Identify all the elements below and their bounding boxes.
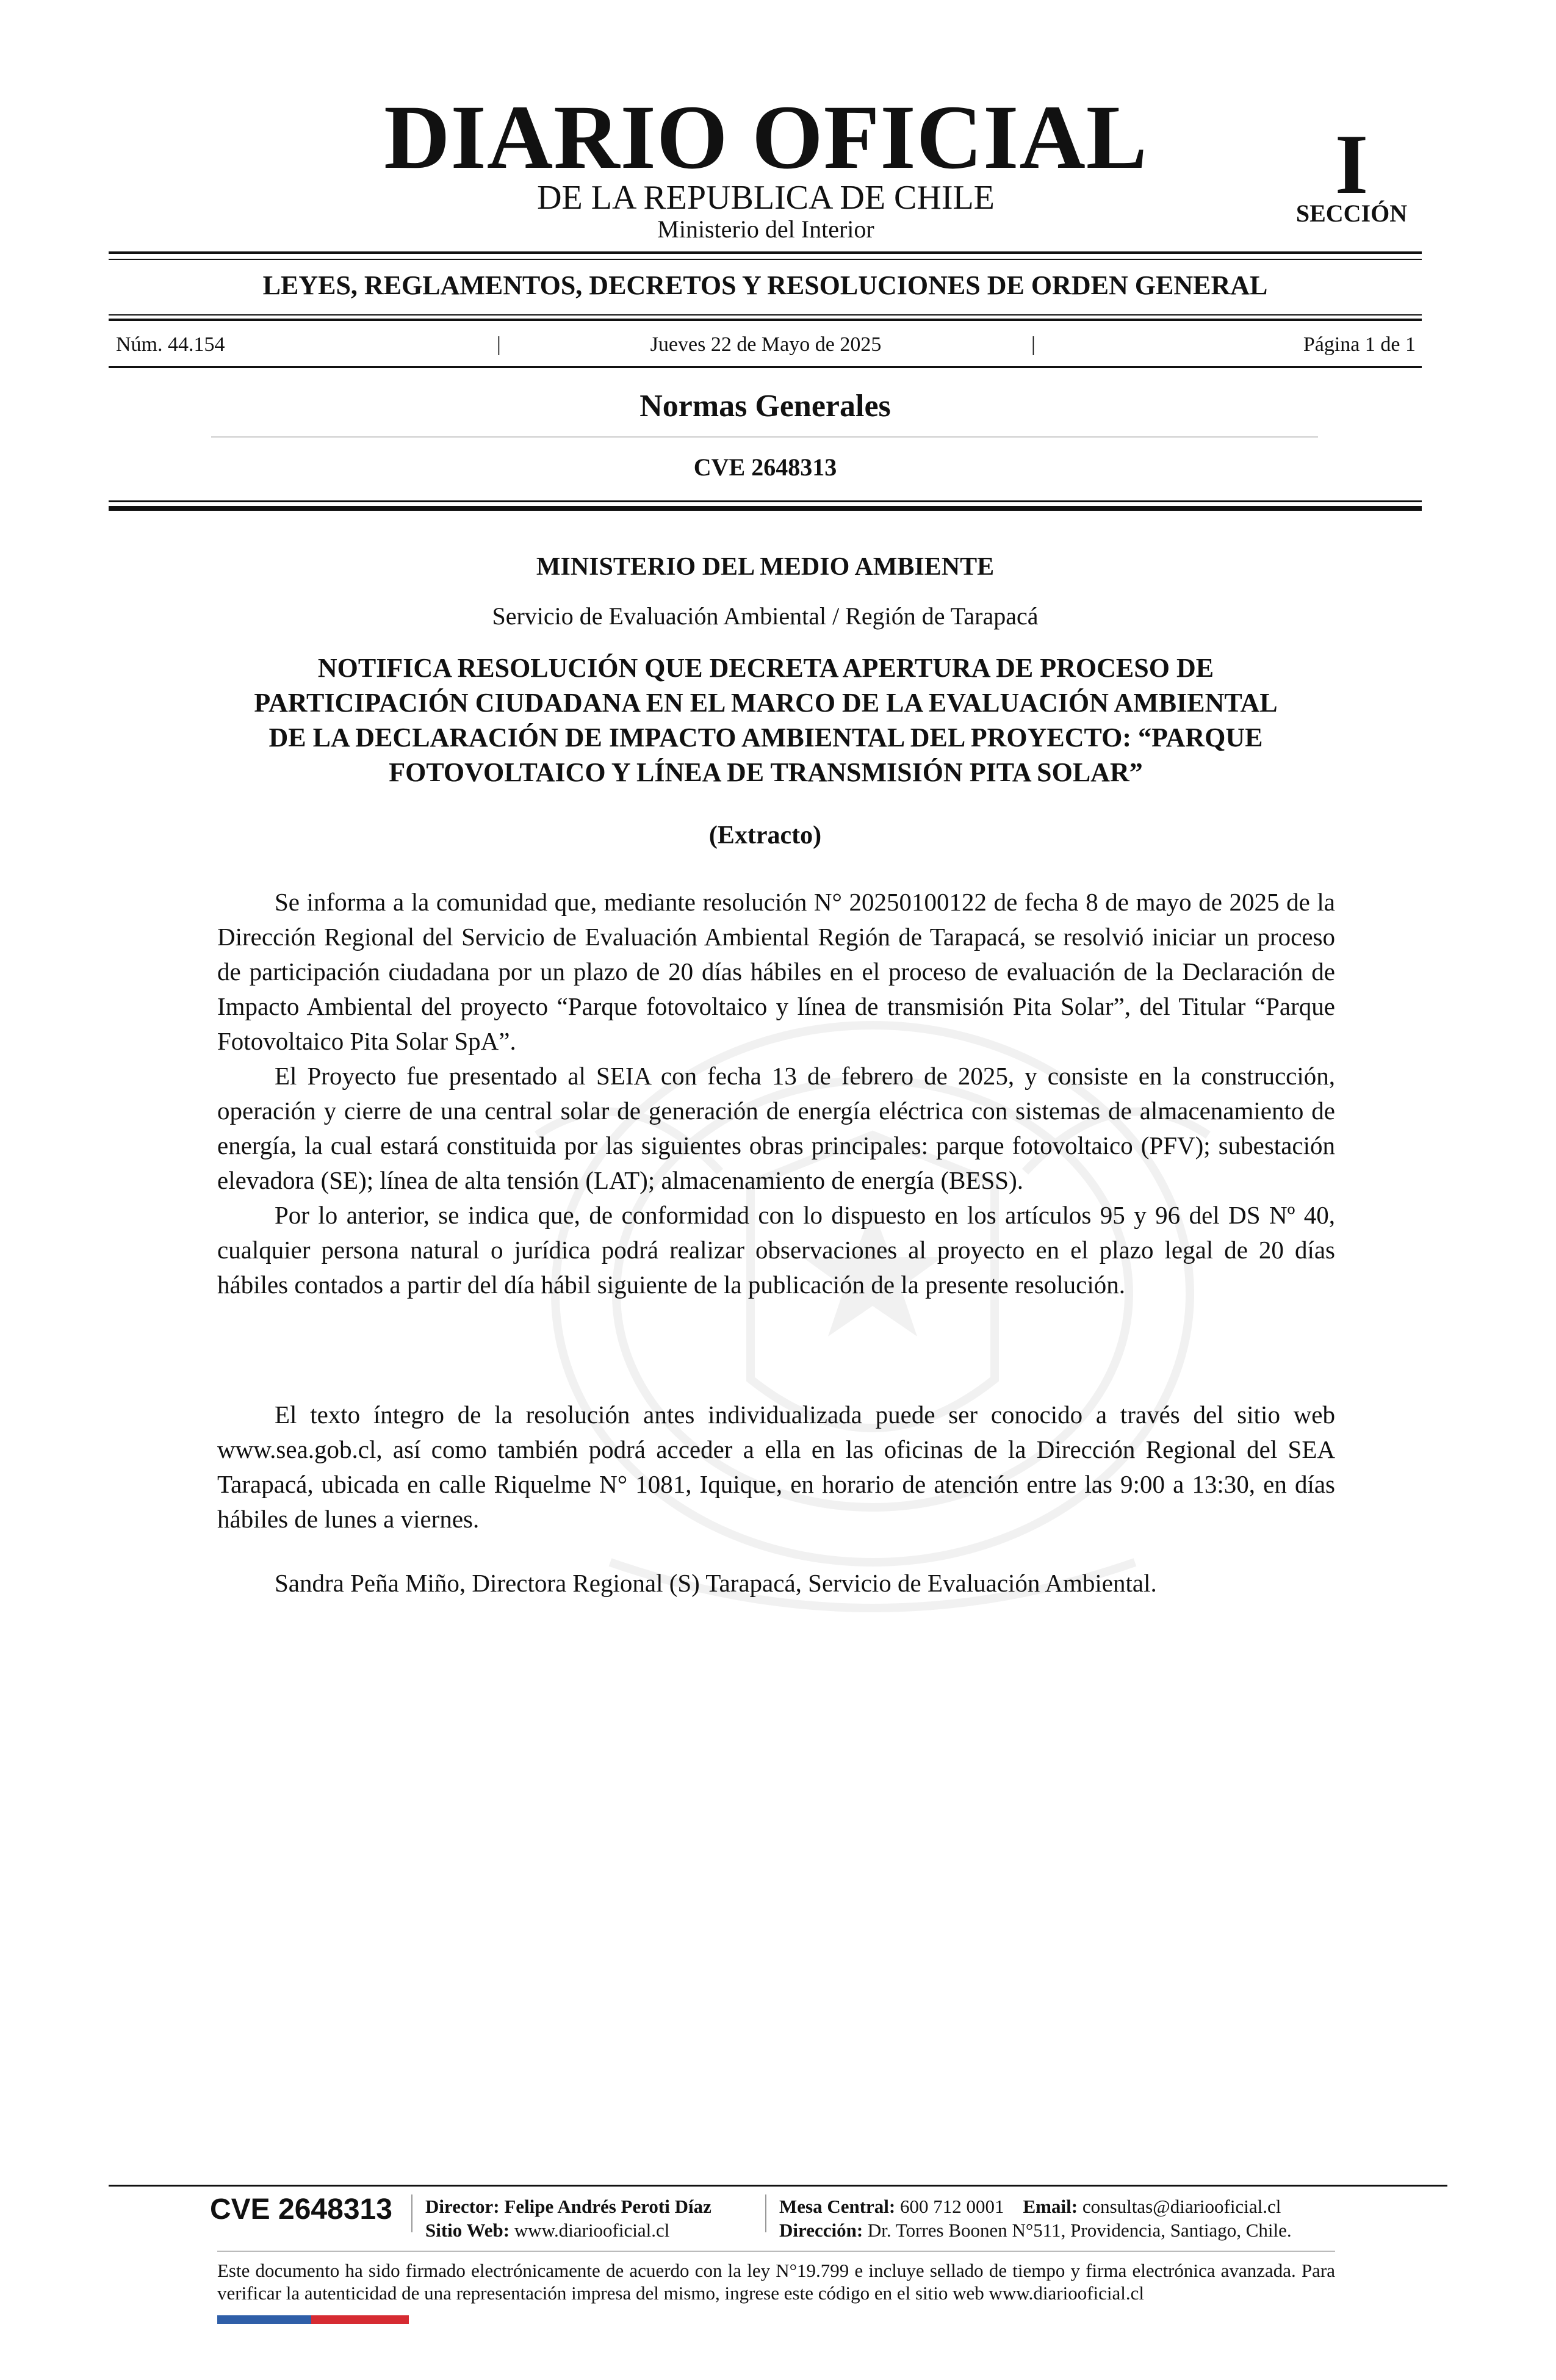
heading-line: FOTOVOLTAICO Y LÍNEA DE TRANSMISIÓN PITA SOLAR” [389, 757, 1143, 787]
website-label: Sitio Web: [425, 2220, 510, 2241]
section-divider [211, 436, 1318, 438]
info-separator: | [497, 333, 501, 356]
email-label: Email: [1023, 2196, 1078, 2217]
body-paragraph: El Proyecto fue presentado al SEIA con fecha 13 de febrero de 2025, y consiste en la construcción, operación y cierre de una central solar de generación de energía eléctrica con sistemas de almacenamiento de energía, la cual estará constituida por las siguientes obras principales: parque fotovoltaico (PFV); subestación elevadora (SE); línea de alta tensión (LAT); almacenamiento de energía (BESS). [217, 1062, 1335, 1194]
header-rule-top [109, 251, 1422, 254]
header-rule-top-thin [109, 259, 1422, 260]
body-paragraph: El texto íntegro de la resolución antes individualizada puede ser conocido a través del sitio web www.sea.gob.cl, así como también podrá acceder a ella en las oficinas de la Dirección Regional del SEA Tarapacá, ubicada en calle Riquelme N° 1081, Iquique, en horario de atención entre las 9:00 a 13:30, en días hábiles de lunes a viernes. [217, 1401, 1335, 1533]
issue-date: Jueves 22 de Mayo de 2025 [650, 333, 882, 356]
content-rule-thick [109, 506, 1422, 511]
issue-number: Núm. 44.154 [116, 333, 225, 356]
body-paragraph: Por lo anterior, se indica que, de conformidad con lo dispuesto en los artículos 95 y 96 del DS Nº 40, cualquier persona natural o jurídica podrá realizar observaciones al proyecto en el plazo legal de 20 días hábiles contados a partir del día hábil siguiente de la publicación de la presente resolución. [217, 1201, 1335, 1299]
director-name: Felipe Andrés Peroti Díaz [504, 2196, 711, 2217]
section-number: I [1334, 117, 1369, 212]
footer-separator [411, 2194, 412, 2232]
footer-rule [109, 2185, 1447, 2187]
service-region: Servicio de Evaluación Ambiental / Región de Tarapacá [492, 602, 1039, 630]
footer-separator [765, 2194, 766, 2232]
footer-cve-code: CVE 2648313 [210, 2193, 392, 2226]
address-text: Dr. Torres Boonen N°511, Providencia, Santiago, Chile. [867, 2220, 1292, 2241]
address-label: Dirección: [779, 2220, 863, 2241]
signature-line: Sandra Peña Miño, Directora Regional (S) Tarapacá, Servicio de Evaluación Ambiental. [275, 1569, 1157, 1597]
resolution-heading [183, 651, 1349, 790]
footer-legal-note: Este documento ha sido firmado electrónicamente de acuerdo con la ley N°19.799 e incluye sellado de tiempo y firma electrónica avanzada. Para verificar la autenticidad de una representación impresa del mismo, ingrese este código en el sitio web www.diariooficial.cl [217, 2260, 1335, 2304]
header-rule-mid-thick [109, 319, 1422, 321]
email-link[interactable]: consultas@diariooficial.cl [1082, 2196, 1281, 2217]
body-paragraphs [217, 1566, 1335, 1601]
masthead-ministry: Ministerio del Interior [657, 215, 874, 243]
cve-code: CVE 2648313 [693, 453, 837, 481]
footer-director-block [425, 2194, 711, 2242]
heading-line: NOTIFICA RESOLUCIÓN QUE DECRETA APERTURA DE PROCESO DE [317, 653, 1214, 683]
info-separator: | [1031, 333, 1036, 356]
section-label: SECCIÓN [1295, 200, 1408, 227]
page-indicator: Página 1 de 1 [1303, 333, 1416, 356]
flag-stripe-red [311, 2315, 409, 2324]
section-title: Normas Generales [639, 389, 891, 424]
ministry-name: MINISTERIO DEL MEDIO AMBIENTE [536, 553, 995, 581]
heading-line: DE LA DECLARACIÓN DE IMPACTO AMBIENTAL DEL PROYECTO: “PARQUE [268, 723, 1263, 752]
footer-divider [217, 2251, 1335, 2252]
website-link[interactable]: www.diariooficial.cl [514, 2220, 670, 2241]
director-label: Director: [425, 2196, 500, 2217]
footer-contact-block [779, 2194, 1292, 2242]
body-paragraphs [217, 885, 1335, 1302]
body-paragraphs [217, 1397, 1335, 1537]
content-rule [109, 500, 1422, 502]
phone-label: Mesa Central: [779, 2196, 896, 2217]
masthead-subtitle: DE LA REPUBLICA DE CHILE [537, 179, 995, 217]
category-title: LEYES, REGLAMENTOS, DECRETOS Y RESOLUCIONES DE ORDEN GENERAL [262, 270, 1268, 300]
flag-stripe-blue [217, 2315, 311, 2324]
body-paragraph: Se informa a la comunidad que, mediante resolución N° 20250100122 de fecha 8 de mayo de 2025 de la Dirección Regional del Servicio de Evaluación Ambiental Región de Tarapacá, se resolvió iniciar un proceso de participación ciudadana por un plazo de 20 días hábiles en el proceso de evaluación de la Declaración de Impacto Ambiental del proyecto “Parque fotovoltaico y línea de transmisión Pita Solar”, del Titular “Parque Fotovoltaico Pita Solar SpA”. [217, 888, 1335, 1055]
extract-label: (Extracto) [708, 821, 822, 849]
header-rule-mid [109, 314, 1422, 316]
heading-line: PARTICIPACIÓN CIUDADANA EN EL MARCO DE LA EVALUACIÓN AMBIENTAL [254, 688, 1278, 718]
phone-number: 600 712 0001 [900, 2196, 1004, 2217]
masthead-title: DIARIO OFICIAL [384, 87, 1148, 188]
info-rule [109, 366, 1422, 368]
